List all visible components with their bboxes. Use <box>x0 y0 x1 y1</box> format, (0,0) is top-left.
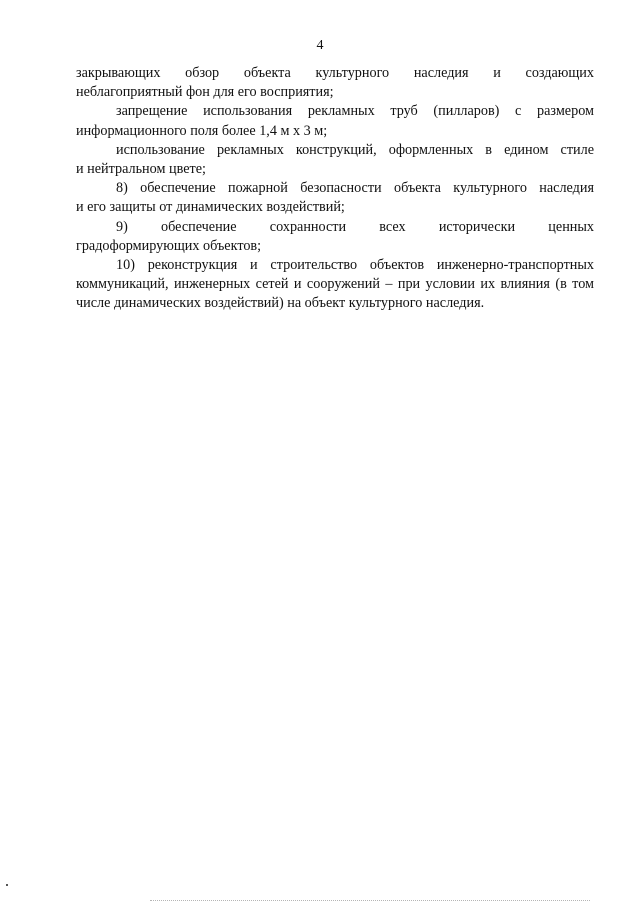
paragraph-fire-safety <box>76 179 594 217</box>
paragraph-line: коммуникаций, инженерных сетей и сооружений – при условии их влияния (в том числе динамических воздействий) на объект культурного наследия. <box>76 276 594 312</box>
paragraph-pillars <box>76 102 594 140</box>
paragraph-ad-style <box>76 141 594 179</box>
document-body <box>76 64 594 314</box>
paragraph-line: закрывающих обзор объекта культурного наследия и создающих <box>76 65 594 81</box>
paragraph-line: запрещение использования рекламных труб (пилларов) с размером <box>116 103 594 120</box>
paragraph-continuation <box>76 64 594 102</box>
paragraph-line: и его защиты от динамических воздействий; <box>76 199 345 216</box>
page-number: 4 <box>316 38 324 53</box>
paragraph-line: и нейтральном цвете; <box>76 161 206 178</box>
paragraph-line: использование рекламных конструкций, оформленных в едином стиле <box>116 141 594 158</box>
paragraph-line: градоформирующих объектов; <box>76 237 262 254</box>
scan-speck <box>6 884 8 886</box>
paragraph-line: 9) обеспечение сохранности всех исторически ценных <box>116 218 594 235</box>
paragraph-line: неблагоприятный фон для его восприятия; <box>76 84 334 101</box>
footer-rule <box>150 900 590 901</box>
paragraph-reconstruction <box>76 256 594 314</box>
paragraph-line: 8) обеспечение пожарной безопасности объекта культурного наследия <box>116 180 594 197</box>
paragraph-historic-objects <box>76 218 594 256</box>
paragraph-line: 10) реконструкция и строительство объектов инженерно-транспортных <box>116 257 594 274</box>
paragraph-line: информационного поля более 1,4 м х 3 м; <box>76 122 328 139</box>
